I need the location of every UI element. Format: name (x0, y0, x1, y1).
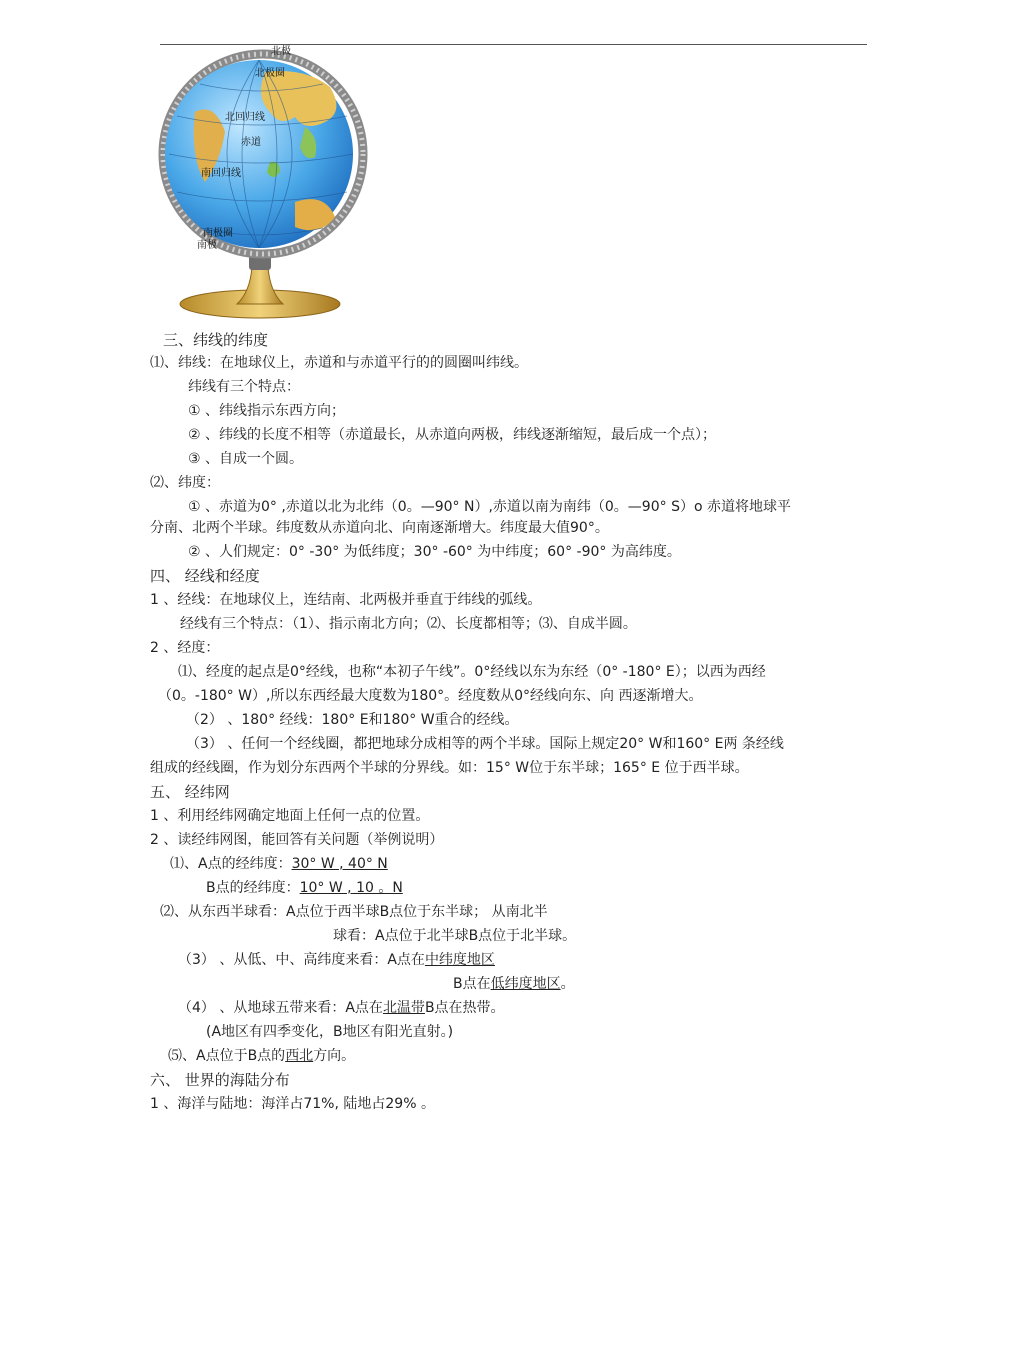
sec5-line-7 (178, 950, 495, 970)
sec5-line-6: 球看：A点位于北半球B点位于北半球。 (333, 928, 577, 944)
sec4-line-2: 经线有三个特点：（1）、指示南北方向；⑵、长度都相等；⑶、自成半圆。 (180, 616, 637, 632)
sec4-line-7: （3） 、任何一个经线圈，都把地球分成相等的两个半球。国际上规定20° W和160° E两 条经线 (186, 736, 784, 752)
sec5-line-11-suffix: 方向。 (313, 1048, 356, 1064)
sec5-line-3-prefix: ⑴、A点的经纬度： (170, 856, 292, 872)
sec5-line-9 (178, 998, 505, 1018)
label-arctic-circle: 北极圈 (255, 68, 285, 79)
sec4-line-8: 组成的经线圈，作为划分东西两个半球的分界线。如：15° W位于东半球；165° E 位于西半球。 (150, 760, 749, 776)
sec5-line-11-prefix: ⑸、A点位于B点的 (168, 1048, 286, 1064)
sec3-line-1: ⑴、纬线：在地球仪上，赤道和与赤道平行的的圆圈叫纬线。 (150, 355, 528, 371)
sec6-line-1: 1 、海洋与陆地：海洋占71%, 陆地占29% 。 (150, 1096, 435, 1112)
sec4-line-6: （2） 、180° 经线：180° E和180° W重合的经线。 (186, 712, 519, 728)
sec3-line-7: ① 、赤道为0° ,赤道以北为北纬（0。—90° N）,赤道以南为南纬（0。—90° S）o 赤道将地球平 (188, 499, 791, 515)
label-antarctic-circle: 南极圈 (203, 228, 233, 239)
sec5-line-10: (A地区有四季变化，B地区有阳光直射。) (206, 1024, 454, 1040)
sec4-line-1: 1 、经线：在地球仪上，连结南、北两极并垂直于纬线的弧线。 (150, 592, 542, 608)
sec3-line-9: ② 、人们规定：0° -30° 为低纬度；30° -60° 为中纬度；60° -90° 为高纬度。 (188, 544, 681, 560)
point-b-latitude-zone: 低纬度地区 (490, 976, 561, 992)
globe-figure (155, 42, 375, 332)
sec5-line-2: 2 、读经纬网图，能回答有关问题（举例说明） (150, 832, 444, 848)
section-5-title: 五、 经纬网 (150, 783, 230, 801)
sec5-line-9-prefix: （4） 、从地球五带来看：A点在 (178, 1000, 383, 1016)
sec5-line-9-suffix: B点在热带。 (424, 1000, 505, 1016)
label-north-pole: 北极 (271, 46, 291, 57)
section-3-title: 三、纬线的纬度 (163, 331, 269, 349)
point-a-latitude-zone: 中纬度地区 (424, 952, 495, 968)
sec5-line-4 (206, 878, 403, 898)
globe-illustration (155, 42, 375, 332)
sec5-line-11 (168, 1046, 355, 1066)
sec5-line-3 (170, 854, 388, 874)
sec3-line-3: ① 、纬线指示东西方向； (188, 403, 346, 419)
sec3-line-5: ③ 、自成一个圆。 (188, 451, 304, 467)
sec3-line-4: ② 、纬线的长度不相等（赤道最长，从赤道向两极，纬线逐渐缩短，最后成一个点）； (188, 427, 716, 443)
sec3-line-2: 纬线有三个特点： (188, 379, 300, 395)
sec5-line-4-prefix: B点的经纬度： (206, 880, 300, 896)
sec3-line-8: 分南、北两个半球。纬度数从赤道向北、向南逐渐增大。纬度最大值90°。 (150, 520, 609, 536)
section-6-title: 六、 世界的海陆分布 (150, 1071, 290, 1089)
sec5-line-8-prefix: B点在 (453, 976, 491, 992)
label-south-pole: 南极 (197, 240, 217, 251)
sec5-line-8 (453, 974, 575, 994)
point-b-coordinates: 10° W , 10 。N (299, 880, 403, 896)
relative-direction: 西北 (285, 1048, 314, 1064)
label-tropic-capricorn: 南回归线 (201, 168, 241, 179)
point-a-coordinates: 30° W , 40° N (291, 856, 388, 872)
sec4-line-5: （0。-180° W）,所以东西经最大度数为180°。经度数从0°经线向东、向 西逐渐增大。 (158, 688, 703, 704)
sec5-line-5: ⑵、从东西半球看：A点位于西半球B点位于东半球； 从南北半 (160, 904, 548, 920)
sec4-line-3: 2 、经度： (150, 640, 220, 656)
sec4-line-4: ⑴、经度的起点是0°经线，也称“本初子午线”。0°经线以东为东经（0° -180° E）；以西为西经 (178, 664, 766, 680)
label-equator: 赤道 (241, 137, 261, 148)
label-tropic-cancer: 北回归线 (225, 112, 265, 123)
section-4-title: 四、 经线和经度 (150, 567, 260, 585)
sec5-line-7-prefix: （3） 、从低、中、高纬度来看：A点在 (178, 952, 425, 968)
sec3-line-6: ⑵、纬度： (150, 475, 220, 491)
sec5-line-1: 1 、利用经纬网确定地面上任何一点的位置。 (150, 808, 430, 824)
sec5-line-8-suffix: 。 (560, 976, 575, 992)
point-a-climate-zone: 北温带 (382, 1000, 425, 1016)
